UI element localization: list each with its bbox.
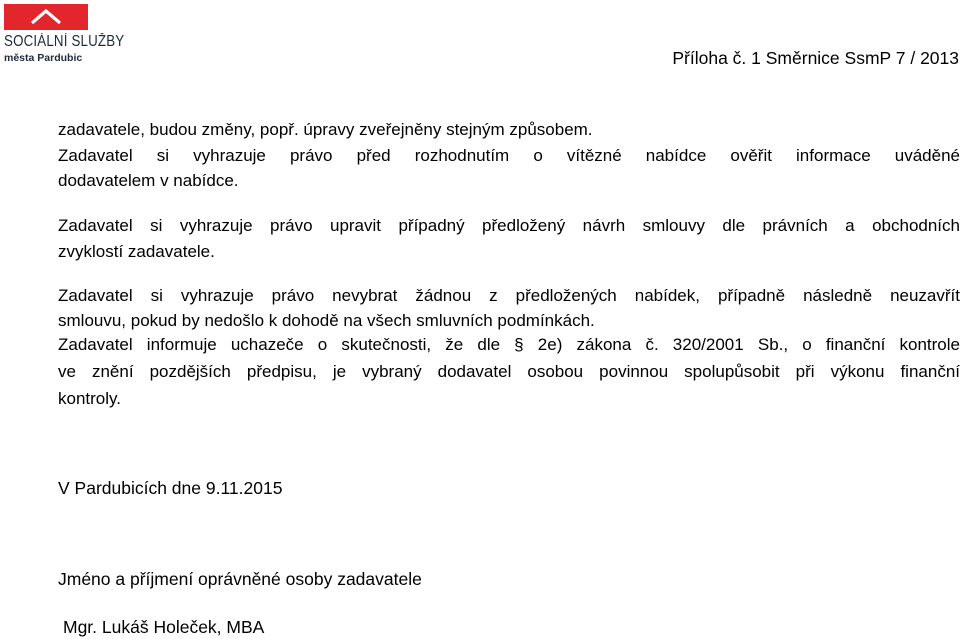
text-line: Zadavatel si vyhrazuje právo upravit případný předložený návrh smlouvy dle právních a obchodních [58, 216, 960, 235]
text-line: ve znění pozdějších předpisu, je vybraný dodavatel osobou povinnou spolupůsobit při výkonu finanční [58, 361, 960, 381]
text-line: kontroly. [58, 388, 121, 408]
signatory-name: Mgr. Lukáš Holeček, MBA [63, 617, 265, 637]
logo-subtitle: města Pardubic [4, 52, 83, 64]
text-line: Zadavatel informuje uchazeče o skutečnosti, že dle § 2e) zákona č. 320/2001 Sb., o finanční kontrole [58, 335, 960, 354]
text-line: dodavatelem v nabídce. [58, 171, 239, 190]
text-line: zvyklostí zadavatele. [58, 241, 215, 261]
text-line: smlouvu, pokud by nedošlo k dohodě na všech smluvních podmínkách. [58, 310, 595, 330]
text-line: Zadavatel si vyhrazuje právo před rozhodnutím o vítězné nabídce ověřit informace uváděné [58, 145, 960, 165]
document-reference: Příloha č. 1 Směrnice SsmP 7 / 2013 [672, 48, 959, 68]
text-line: Zadavatel si vyhrazuje právo nevybrat žádnou z předložených nabídek, případně následně neuzavřít [58, 286, 960, 305]
place-and-date: V Pardubicích dne 9.11.2015 [58, 478, 283, 498]
paragraph-evaluation [58, 117, 960, 194]
signatory-role-label: Jméno a příjmení oprávněné osoby zadavatele [58, 569, 422, 589]
text-line: zadavatele, budou změny, popř. úpravy zveřejněny stejným způsobem. [58, 120, 593, 139]
paragraph-contract [58, 213, 960, 264]
paragraph-rights [58, 284, 960, 412]
organization-logo [4, 4, 124, 66]
roof-logo-icon [4, 4, 88, 30]
logo-title: SOCIÁLNÍ SLUŽBY [4, 33, 125, 50]
